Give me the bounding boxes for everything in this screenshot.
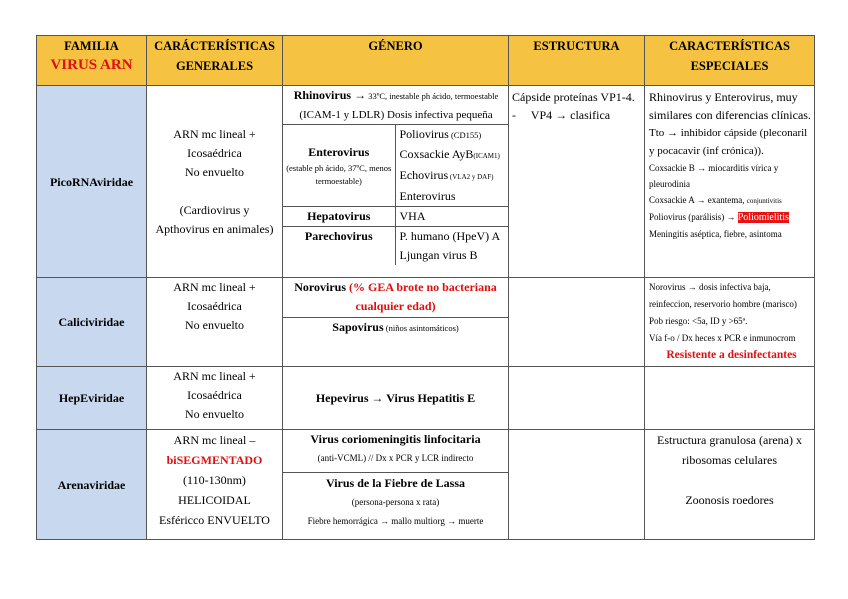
calici-gen-line: Icosaédrica [187,299,242,313]
picorna-esp-line: Coxsackie B → miocarditis vírica y [649,163,779,173]
picorna-esp-line: pleurodinia [649,179,690,189]
especiales-hepeviridae [645,367,815,430]
lcm-cell [283,430,508,473]
calici-esp-line: Vía f-o / Dx heces x PCR e inmunocrom [649,333,796,343]
genero-arenaviridae [283,430,509,540]
estructura-caliciviridae [509,278,645,367]
arena-esp-spacer [645,470,814,490]
coxsackie-a-small: conjuntivitis [746,197,782,205]
calici-gen-line: ARN mc lineal + [173,280,256,294]
poliovirus-text: Poliovirus (parálisis) → [649,212,738,222]
parechovirus-value: Ljungan virus B [399,248,478,262]
enterovirus-list-item [400,166,510,187]
header-row [37,36,815,86]
enterovirus-item-receptor: (CD155) [448,130,482,140]
sapovirus-name: Sapovirus [332,320,384,334]
picorna-gen-line: Icosaédrica [187,145,242,160]
header-virus-arn: VIRUS ARN [50,57,133,73]
picorna-gen-line: ARN mc lineal + [173,126,256,141]
familia-caliciviridae: Caliciviridae [37,278,147,367]
enterovirus-list-item [400,125,510,145]
lassa-name: Virus de la Fiebre de Lassa [325,476,465,490]
hepatovirus-name: Hepatovirus [283,207,395,227]
enterovirus-list-item [400,187,510,206]
rhinovirus-desc: 33ºC, inestable ph ácido, termoestable [366,91,499,101]
enterovirus-desc: (estable ph ácido, 37ºC, menos termoestable) [286,162,392,186]
lassa-desc: Fiebre hemorrágica → mallo multiorg → muerte [307,516,484,526]
arena-gen-line: ARN mc lineal – [173,433,256,447]
header-caract-generales-line2: GENERALES [175,59,254,73]
especiales-arenaviridae [645,430,815,540]
enterovirus-row [283,125,509,207]
parechovirus-row [283,227,509,266]
hepe-gen-line: No envuelto [185,407,244,421]
coxsackie-a-text: Coxsackie A → exantema, [649,195,747,205]
hepatovirus-row [283,207,509,227]
calici-gen-line: No envuelto [185,318,244,332]
row-picornaviridae [37,86,815,278]
estructura-picornaviridae [509,86,645,278]
estructura-hepeviridae [509,367,645,430]
sapovirus-desc: (niños asintomáticos) [383,323,459,333]
row-arenaviridae [37,430,815,540]
genero-hepeviridae: Hepevirus → Virus Hepatitis E [283,367,509,430]
parechovirus-name: Parechovirus [283,227,395,266]
familia-picornaviridae: PicoRNAviridae [37,86,147,278]
arena-gen-line: (110-130nm) [183,473,246,487]
norovirus-cell [283,278,508,318]
rhinovirus-cell [283,86,509,125]
header-caract-especiales-line1: CARACTERÍSTICAS [669,39,790,53]
hepe-gen-line: ARN mc lineal + [173,369,256,383]
header-estructura-label: ESTRUCTURA [533,39,620,53]
header-familia [37,36,147,86]
picorna-esp-line: similares con diferencias clínicas. [649,108,811,122]
estructura-arenaviridae [509,430,645,540]
arena-gen-bisegmentado: biSEGMENTADO [166,453,263,467]
lassa-cell [283,473,508,531]
row-hepeviridae [37,367,815,430]
parechovirus-value: P. humano (HpeV) A [399,229,501,243]
header-caract-generales [147,36,283,86]
picorna-genera-subtable [283,86,509,265]
picorna-esp-line: Tto → inhibidor cápside (pleconaril [649,127,808,139]
norovirus-red-note: (% GEA brote no bacteriana [346,280,497,294]
picorna-esp-line [649,209,814,226]
rhinovirus-row [283,86,509,125]
enterovirus-item-name: Echovirus [399,168,449,182]
picorna-esp-line: Rhinovirus y Enterovirus, muy [649,90,798,104]
genero-picornaviridae [283,86,509,278]
generales-caliciviridae [147,278,283,367]
familia-hepeviridae: HepEviridae [37,367,147,430]
lassa-desc: (persona-persona x rata) [351,497,440,507]
header-genero [283,36,509,86]
hepatovirus-value: VHA [395,207,509,227]
enterovirus-name: Enterovirus [308,144,370,159]
sapovirus-cell [283,318,508,338]
picorna-estructura-line: - VP4 → clasifica [512,108,611,122]
rhinovirus-name: Rhinovirus [293,88,352,102]
header-estructura [509,36,645,86]
header-caract-generales-line1: CARÁCTERÍSTICAS [154,39,275,53]
enterovirus-cell [283,125,395,207]
arena-gen-line: Esféricco ENVUELTO [159,513,270,527]
norovirus-red-note2: cualquier edad) [355,299,436,313]
enterovirus-item-name: Poliovirus [399,127,449,141]
generales-arenaviridae [147,430,283,540]
familia-arenaviridae: Arenaviridae [37,430,147,540]
parechovirus-values [395,227,509,266]
calici-esp-line: Norovirus → dosis infectiva baja, [649,282,771,292]
lcm-desc: (anti-VCML) // Dx x PCR y LCR indirecto [317,453,474,463]
norovirus-name: Norovirus [294,280,346,294]
header-caract-especiales-line2: ESPECIALES [690,59,769,73]
picorna-gen-spacer [147,182,282,201]
arrow-icon: → [354,88,367,102]
hepe-gen-line: Icosaédrica [187,388,242,402]
enterovirus-list [395,125,509,207]
lcm-name: Virus coriomeningitis linfocitaria [310,432,481,446]
picorna-esp-line: y pocacavir (inf crónica)). [649,145,764,157]
genero-caliciviridae [283,278,509,367]
poliomielitis-highlight: Poliomielitis [737,212,789,223]
enterovirus-item-name: Coxsackie AyB [399,147,474,161]
picorna-estructura-line: Cápside proteínas VP1-4. [512,90,635,104]
calici-esp-line: Pob riesgo: <5a, ID y >65ª. [649,316,748,326]
header-familia-label: FAMILIA [64,39,119,53]
picorna-gen-line: (Cardiovirus y [179,202,250,217]
header-genero-label: GÉNERO [368,39,423,53]
picorna-gen-line: No envuelto [185,164,244,179]
arena-esp-line: Estructura granulosa (arena) x [657,433,802,447]
especiales-caliciviridae [645,278,815,367]
enterovirus-item-name: Enterovirus [399,189,456,203]
generales-hepeviridae [147,367,283,430]
rhinovirus-desc2: (ICAM-1 y LDLR) Dosis infectiva pequeña [299,109,493,121]
especiales-picornaviridae [645,86,815,278]
calici-resistente-note: Resistente a desinfectantes [666,349,797,361]
arena-esp-line: Zoonosis roedores [685,493,774,507]
header-caract-especiales [645,36,815,86]
virus-table [36,35,815,540]
calici-esp-line: reinfeccion, reservorio hombre (marisco) [649,299,797,309]
enterovirus-list-item [400,145,510,166]
picorna-gen-line: Apthovirus en animales) [155,221,274,236]
enterovirus-item-receptor: (VLA2 y DAF) [448,173,494,181]
picorna-esp-line: Meningitis aséptica, fiebre, asintoma [649,229,782,239]
virus-arn-table-document [36,35,814,540]
picorna-esp-line [649,192,814,209]
generales-picornaviridae [147,86,283,278]
arena-gen-line: HELICOIDAL [178,493,251,507]
arena-esp-line: ribosomas celulares [682,453,777,467]
enterovirus-item-receptor: (ICAM1) [473,152,500,160]
row-caliciviridae [37,278,815,367]
